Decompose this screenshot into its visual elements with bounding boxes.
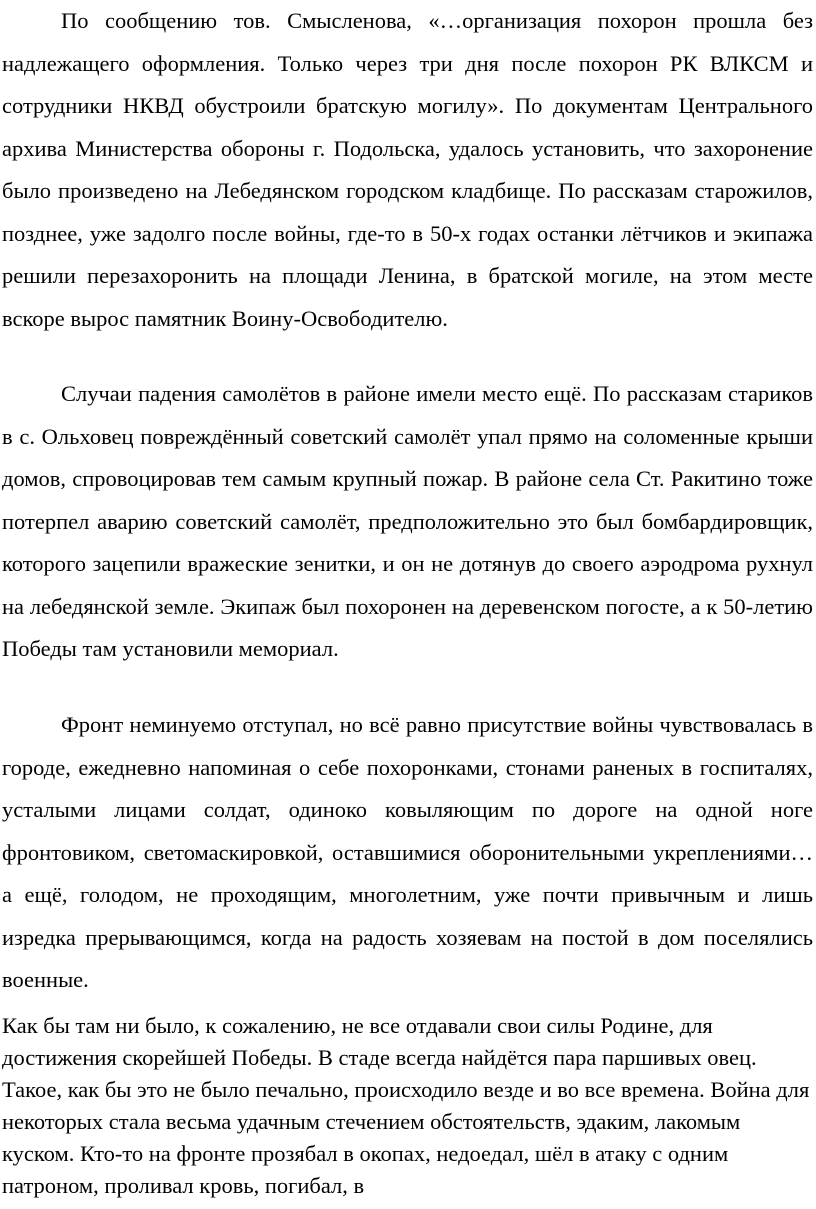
paragraph-burial-report: По сообщению тов. Смысленова, «…организация похорон прошла без надлежащего оформления. Только через три дня после похорон РК ВЛКСМ и сотрудники НКВД обустроили братскую могилу». По документам Центрального архива Министерства обороны г. Подольска, удалось установить, что захоронение было произведено на Лебедянском городском кладбище. По рассказам старожилов, позднее, уже задолго после войны, где-то в 50-х годах останки лётчиков и экипажа решили перезахоронить на площади Ленина, в братской могиле, на этом месте вскоре вырос памятник Воину-Освободителю. [2,8,813,331]
paragraph-war-presence: Фронт неминуемо отступал, но всё равно присутствие войны чувствовалась в городе, ежедневно напоминая о себе похоронками, стонами раненых в госпиталях, усталыми лицами солдат, одиноко ковыляющим по дороге на одной ноге фронтовиком, светомаскировкой, оставшимися оборонительными укреплениями… а ещё, голодом, не проходящим, многолетним, уже почти привычным и лишь изредка прерывающимся, когда на радость хозяевам на постой в дом поселялись военные. [2,712,813,992]
paragraph-plane-crashes: Случаи падения самолётов в районе имели место ещё. По рассказам стариков в с. Ольховец повреждённый советский самолёт упал прямо на соломенные крыши домов, спровоцировав тем самым крупный пожар. В районе села Ст. Ракитино тоже потерпел аварию советский самолёт, предположительно это был бомбардировщик, которого зацепили вражеские зенитки, и он не дотянув до своего аэродрома рухнул на лебедянской земле. Экипаж был похоронен на деревенском погосте, а к 50-летию Победы там установили мемориал. [2,381,813,661]
paragraph-not-everyone: Как бы там ни было, к сожалению, не все отдавали свои силы Родине, для достижения скорейшей Победы. В стаде всегда найдётся пара паршивых овец. Такое, как бы это не было печально, происходило везде и во все времена. Война для некоторых стала весьма удачным стечением обстоятельств, эдаким, лакомым куском. Кто-то на фронте прозябал в окопах, недоедал, шёл в атаку с одним патроном, проливал кровь, погибал, в [2,1013,810,1198]
